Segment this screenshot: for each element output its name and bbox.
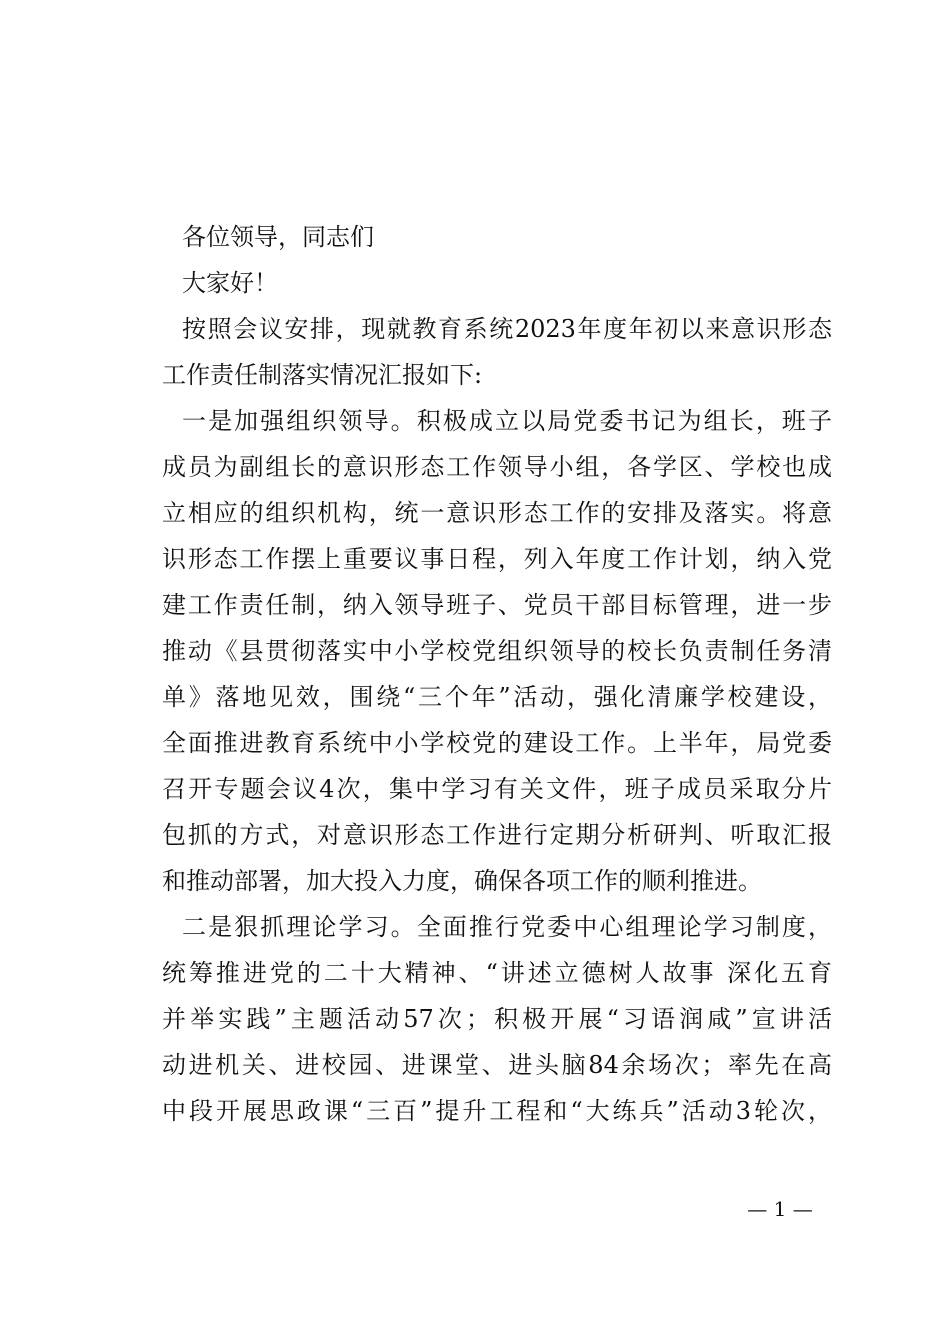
paragraph-line: 成员为副组长的意识形态工作领导小组，各学区、学校也成 [162,453,832,481]
paragraph-line: 识形态工作摆上重要议事日程，列入年度工作计划，纳入党 [162,545,832,573]
salutation: 各位领导，同志们 [182,223,374,251]
paragraph-line: 一是加强组织领导。积极成立以局党委书记为组长，班子 [182,407,832,435]
paragraph-line: 推动《县贯彻落实中小学校党组织领导的校长负责制任务清 [162,637,832,665]
paragraph-line: 统筹推进党的二十大精神、“讲述立德树人故事 深化五育 [162,959,832,987]
paragraph-line: 工作责任制落实情况汇报如下: [162,361,483,389]
page-number: — 1 — [747,1197,813,1221]
paragraph-line: 中段开展思政课“三百”提升工程和“大练兵”活动3轮次， [162,1097,832,1125]
paragraph-line: 召开专题会议4次，集中学习有关文件，班子成员采取分片 [162,775,832,803]
paragraph-line: 立相应的组织机构，统一意识形态工作的安排及落实。将意 [162,499,832,527]
paragraph-line: 二是狠抓理论学习。全面推行党委中心组理论学习制度， [182,913,832,941]
paragraph-line: 和推动部署，加大投入力度，确保各项工作的顺利推进。 [162,867,762,895]
paragraph-line: 按照会议安排，现就教育系统2023年度年初以来意识形态 [182,315,832,343]
paragraph-line: 建工作责任制，纳入领导班子、党员干部目标管理，进一步 [162,591,832,619]
paragraph-line: 动进机关、进校园、进课堂、进头脑84余场次；率先在高 [162,1051,832,1079]
paragraph-line: 并举实践”主题活动57次；积极开展“习语润咸”宣讲活 [162,1005,832,1033]
greeting: 大家好！ [182,269,278,297]
paragraph-line: 包抓的方式，对意识形态工作进行定期分析研判、听取汇报 [162,821,832,849]
paragraph-line: 单》落地见效，围绕“三个年”活动，强化清廉学校建设， [162,683,832,711]
paragraph-line: 全面推进教育系统中小学校党的建设工作。上半年，局党委 [162,729,832,757]
